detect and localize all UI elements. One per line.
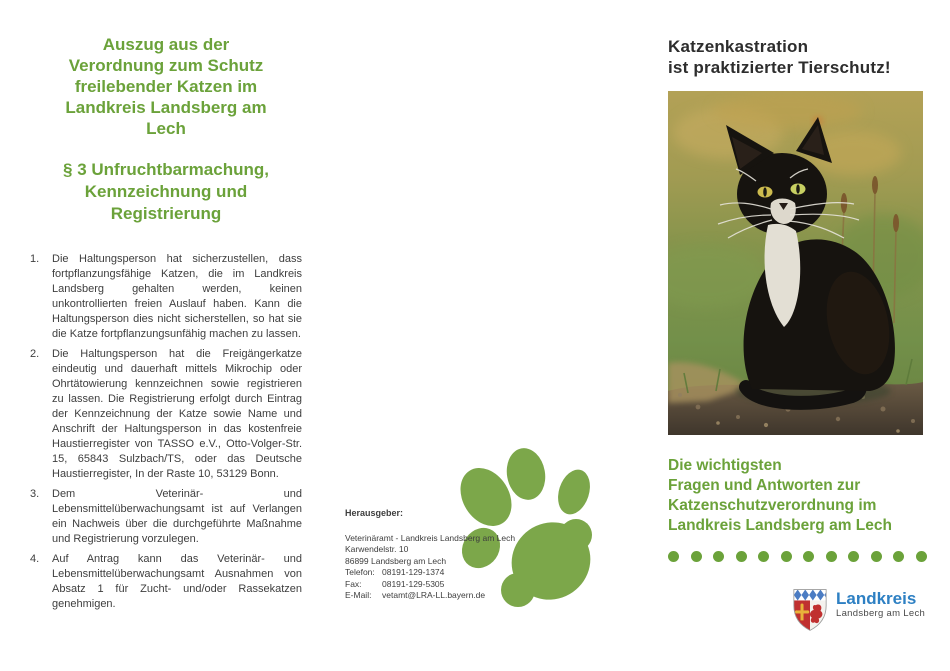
logo-subtitle: Landsberg am Lech [836, 608, 926, 619]
fax-label: Fax: [345, 578, 362, 589]
list-item-number: 3. [30, 488, 40, 500]
left-column [30, 34, 302, 617]
green-dot [803, 551, 814, 562]
teaser-line: Landkreis Landsberg am Lech [668, 517, 892, 534]
logo-text [836, 586, 925, 620]
teaser-line: Fragen und Antworten zur [668, 477, 861, 494]
contact-fax [345, 579, 560, 591]
green-dot [781, 551, 792, 562]
main-title-line: Katzenkastration [668, 37, 809, 56]
right-column [668, 36, 924, 562]
publisher-heading: Herausgeber: [345, 508, 404, 518]
green-dot [736, 551, 747, 562]
subtitle-line: Kennzeichnung und [84, 182, 248, 201]
contact-email [345, 590, 560, 602]
title-line: freilebender Katzen im [74, 77, 258, 96]
teaser-line: Die wichtigsten [668, 457, 782, 474]
list-item-text: Die Haltungsperson hat die Freigängerkatze eindeutig und dauerhaft mittels Mikrochip oder Ohrtätowierung kennzeichnen sowie registrieren zu lassen. Die Registrierung erfolgt durch Eintrag der Kennzeichnung der Katze sowie Name und Anschrift der Haltungsperson in das kostenfreie Haustierregister von TASSO e.V., Otto-Volger-Str. 15, 65843 Sulzbach/TS, oder das Deutsche Haustierregister, In der Raste 10, 53129 Bonn. [52, 348, 302, 480]
green-dot [893, 551, 904, 562]
landkreis-coat-of-arms [791, 586, 829, 632]
list-item [30, 347, 302, 482]
black-white-cat-photo [668, 91, 923, 435]
landkreis-logo [791, 586, 925, 632]
email-label: E-Mail: [345, 590, 372, 600]
green-dot [826, 551, 837, 562]
dots-row [668, 551, 924, 562]
teaser-text [668, 456, 924, 536]
list-item-text: Dem Veterinär- und Lebensmittelüberwachungsamt ist auf Verlangen ein Nachweis über die durchgeführte Maßnahme und Registrierung vorzulegen. [52, 488, 302, 545]
main-title-line: ist praktizierter Tierschutz! [668, 58, 891, 77]
phone-value: 08191-129-1374 [382, 567, 445, 577]
logo-name: Landkreis [836, 589, 917, 608]
email-value: vetamt@LRA-LL.bayern.de [382, 590, 486, 600]
subtitle-line: Registrierung [110, 204, 222, 223]
title-line: Verordnung zum Schutz [68, 56, 264, 75]
green-dot [691, 551, 702, 562]
green-dot [848, 551, 859, 562]
green-dot [713, 551, 724, 562]
list-item-number: 4. [30, 553, 40, 565]
title-line: Landkreis Landsberg am [65, 98, 267, 117]
title-line: Lech [146, 119, 186, 138]
title-line: Auszug aus der [102, 35, 230, 54]
list-item [30, 487, 302, 547]
publisher-street: Karwendelstr. 10 [345, 544, 409, 554]
green-dot [758, 551, 769, 562]
green-dot [668, 551, 679, 562]
paragraph-heading [30, 159, 302, 225]
contact-phone [345, 567, 560, 579]
list-item-number: 1. [30, 253, 40, 265]
fax-value: 08191-129-5305 [382, 578, 445, 589]
list-item-text: Auf Antrag kann das Veterinär- und Lebensmittelüberwachungsamt Ausnahmen von Absatz 1 für Zucht- und/oder Rassekatzen genehmigen. [52, 553, 302, 610]
green-dot [916, 551, 927, 562]
teaser-line: Katzenschutzverordnung im [668, 497, 877, 514]
main-title [668, 36, 924, 78]
list-item [30, 252, 302, 342]
regulation-title [30, 34, 302, 139]
list-item [30, 552, 302, 612]
phone-label: Telefon: [345, 567, 375, 577]
publisher-org: Veterinäramt - Landkreis Landsberg am Lech [345, 532, 516, 543]
list-item-number: 2. [30, 348, 40, 360]
subtitle-line: § 3 Unfruchtbarmachung, [63, 160, 269, 179]
list-item-text: Die Haltungsperson hat sicherzustellen, dass fortpflanzungsfähige Katzen, die im Landkreis Landsberg gehalten werden, keinen unkontrollierten freien Auslauf haben. Kann die Haltungsperson dies nicht sicherstellen, so hat sie die Katze fortpflanzungsunfähig machen zu lassen. [52, 253, 302, 340]
green-dot [871, 551, 882, 562]
regulation-list [30, 252, 302, 612]
publisher-block [345, 508, 560, 602]
publisher-city: 86899 Landsberg am Lech [345, 555, 447, 566]
